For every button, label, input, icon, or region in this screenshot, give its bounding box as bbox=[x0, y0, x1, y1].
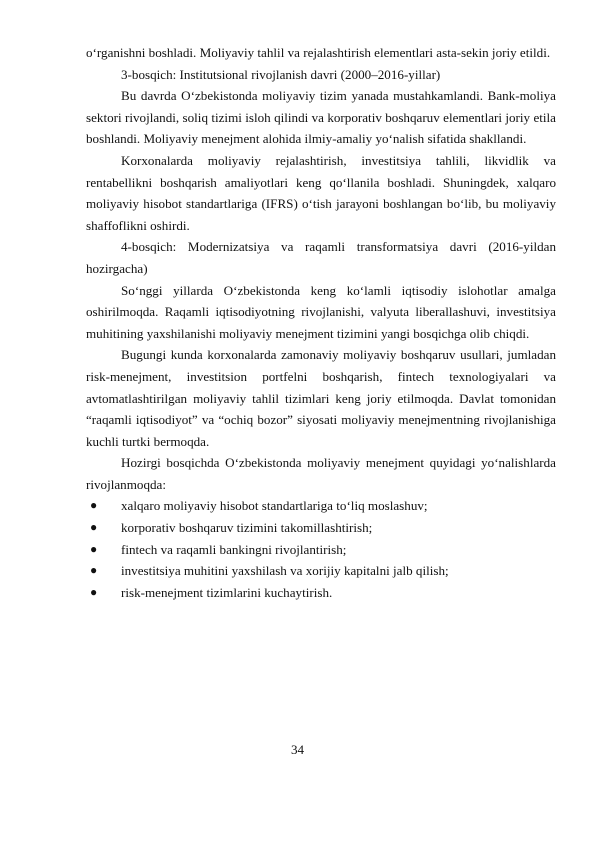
paragraph-continuation: o‘rganishni boshladi. Moliyaviy tahlil va rejalashtirish elementlari asta-sekin joriy etildi. bbox=[86, 45, 551, 60]
list-item-text: investitsiya muhitini yaxshilash va xorijiy kapitalni jalb qilish; bbox=[121, 563, 449, 579]
bullet-icon: ● bbox=[90, 498, 98, 513]
list-item bbox=[86, 582, 556, 604]
list-item-text: risk-menejment tizimlarini kuchaytirish. bbox=[121, 584, 333, 600]
page-number: 34 bbox=[290, 742, 305, 757]
bullet-icon: ● bbox=[90, 563, 98, 578]
paragraph: Korxonalarda moliyaviy rejalashtirish, investitsiya tahlili, likvidlik va rentabellikni boshqarish amaliyotlari keng qo‘llanila boshladi. Shuningdek, xalqaro moliyaviy hisobot standartlariga (IFRS) o‘tish jarayoni boshlangan bo‘lib, bu moliyaviy shaffoflikni oshirdi. bbox=[86, 152, 556, 233]
list-item-text: fintech va raqamli bankingni rivojlantirish; bbox=[121, 541, 347, 557]
list-item bbox=[86, 517, 556, 539]
list-item-text: korporativ boshqaruv tizimini takomillashtirish; bbox=[121, 520, 373, 536]
section-heading-stage-4: 4-bosqich: Modernizatsiya va raqamli transformatsiya davri (2016-yildan hozirgacha) bbox=[86, 239, 556, 276]
document-page bbox=[86, 42, 556, 603]
paragraph: Bu davrda O‘zbekistonda moliyaviy tizim yanada mustahkamlandi. Bank-moliya sektori rivojlandi, soliq tizimi isloh qilindi va korporativ boshqaruv elementlari joriy etila boshlandi. Moliyaviy menejment alohida ilmiy-amaliy yo‘nalish sifatida shakllandi. bbox=[86, 88, 556, 147]
list-item bbox=[86, 495, 556, 517]
paragraph: So‘nggi yillarda O‘zbekistonda keng ko‘lamli iqtisodiy islohotlar amalga oshirilmoqda. Raqamli iqtisodiyotning rivojlanishi, valyuta liberallashuvi, investitsiya muhitining yaxshilanishi moliyaviy menejment tizimini yangi bosqichga olib chiqdi. bbox=[86, 282, 556, 341]
list-item bbox=[86, 539, 556, 561]
bullet-list bbox=[86, 495, 556, 603]
list-item-text: xalqaro moliyaviy hisobot standartlariga to‘liq moslashuv; bbox=[121, 498, 428, 514]
bullet-icon: ● bbox=[90, 584, 98, 599]
section-heading-stage-3: 3-bosqich: Institutsional rivojlanish davri (2000–2016-yillar) bbox=[121, 66, 441, 82]
bullet-icon: ● bbox=[90, 541, 98, 556]
paragraph: Bugungi kunda korxonalarda zamonaviy moliyaviy boshqaruv usullari, jumladan risk-menejment, investitsion portfelni boshqarish, fintech texnologiyalari va avtomatlashtirilgan moliyaviy tahlil tizimlari keng joriy etilmoqda. Davlat tomonidan “raqamli iqtisodiyot” va “ochiq bozor” siyosati moliyaviy menejmentning rivojlanishiga kuchli turtki bermoqda. bbox=[86, 347, 556, 449]
list-item bbox=[86, 560, 556, 582]
bullet-icon: ● bbox=[90, 520, 98, 535]
paragraph-list-intro: Hozirgi bosqichda O‘zbekistonda moliyaviy menejment quyidagi yo‘nalishlarda rivojlanmoqda: bbox=[86, 455, 556, 492]
